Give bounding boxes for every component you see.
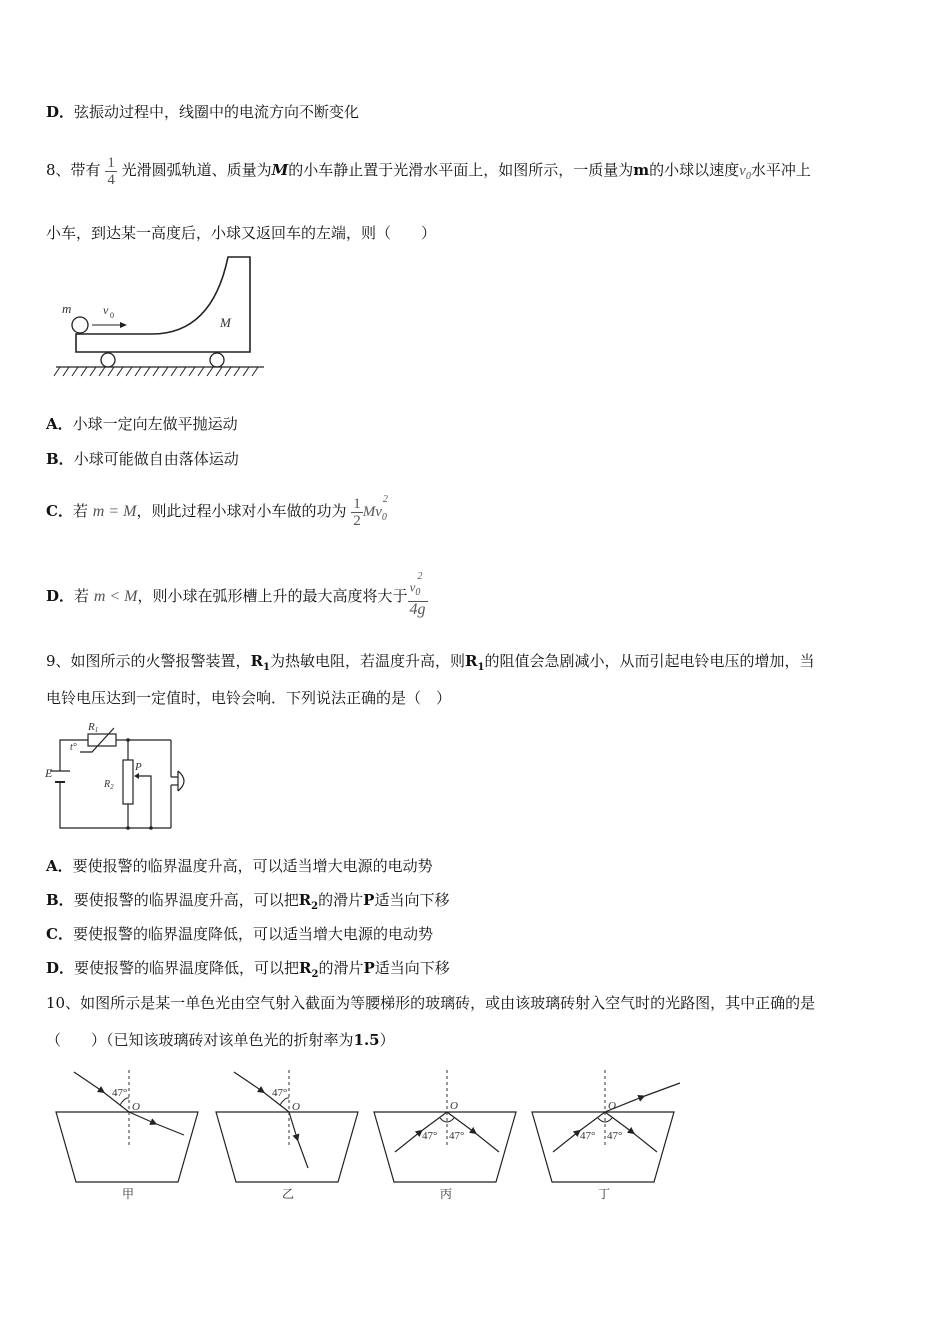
glass-trapezoid: [56, 1112, 198, 1182]
caption: 丙: [440, 1187, 453, 1201]
q9-option-b: [46, 890, 449, 917]
option-label: A．: [46, 857, 73, 875]
option-label: C．: [46, 502, 73, 520]
option-text: ，则小球在弧形槽上升的最大高度将大于: [137, 587, 408, 605]
stem-text: 光滑圆弧轨道、质量为: [121, 161, 272, 179]
caption: 甲: [122, 1187, 135, 1201]
option-text: 小球可能做自由落体运动: [73, 450, 239, 468]
caption: 乙: [282, 1187, 295, 1201]
angle-label-left: 47°: [422, 1130, 438, 1142]
label-t: t°: [70, 742, 77, 753]
mass-m: m: [633, 161, 650, 179]
condition-expr: m < M: [93, 588, 138, 605]
option-text: 的滑片: [318, 959, 364, 977]
option-label: D．: [46, 959, 75, 977]
label-r1: R1: [88, 721, 99, 734]
p-symbol: P: [363, 891, 375, 909]
q9-option-c: [46, 924, 433, 944]
label-r2: $R_2$: [104, 779, 114, 791]
fraction-den: 4: [107, 171, 115, 188]
option-label: B．: [46, 450, 74, 468]
stem-text: ）: [379, 1031, 395, 1049]
q9-stem-line1: [46, 651, 814, 678]
q10-stem-line1: [46, 993, 815, 1013]
option-text: 适当向下移: [374, 959, 450, 977]
angle-label-right: 47°: [449, 1130, 465, 1142]
label-e: E: [45, 766, 53, 780]
option-label: A．: [46, 415, 73, 433]
r1-symbol: $R_1$: [250, 652, 270, 673]
ground-hatch: [54, 367, 258, 376]
stem-text: （ ）（已知该玻璃砖对该单色光的折射率为: [46, 1031, 354, 1049]
stem-text: 如图所示是某一单色光由空气射入截面为等腰梯形的玻璃砖，或由该玻璃砖射入空气时的光路图，其中正确的是: [80, 994, 816, 1012]
figure-ding: [532, 1070, 680, 1201]
wheel-right: [210, 353, 224, 367]
glass-trapezoid: [216, 1112, 358, 1182]
q8-cart-figure: [52, 252, 268, 378]
option-text: 若: [72, 502, 88, 520]
wheel-left: [101, 353, 115, 367]
velocity-v0: $v_0$: [739, 163, 751, 182]
question-number: 9、: [46, 652, 71, 670]
option-text: 要使报警的临界温度降低，可以适当增大电源的电动势: [72, 925, 433, 943]
label-p: P: [135, 761, 142, 773]
option-text: 要使报警的临界温度降低，可以把: [74, 959, 300, 977]
point-o: O: [132, 1101, 140, 1113]
q10-lightpath-figures: [52, 1066, 682, 1208]
stem-text: 为热敏电阻，若温度升高，则: [270, 652, 466, 670]
glass-trapezoid: [532, 1112, 674, 1182]
refractive-index: 1.5: [353, 1031, 380, 1049]
r2-symbol: $R_2$: [298, 891, 319, 912]
refracted-ray: [289, 1112, 297, 1138]
incident-ray: [553, 1132, 578, 1152]
label-m: m: [62, 301, 72, 316]
refracted-ray: [129, 1112, 154, 1123]
q9-circuit-figure: [40, 716, 200, 834]
slider-wire: [136, 776, 151, 828]
q10-stem-line2: [46, 1030, 395, 1050]
angle-label-right: 47°: [607, 1130, 623, 1142]
caption: 丁: [598, 1187, 611, 1201]
velocity-arrow-head: [120, 322, 127, 328]
option-label: B．: [46, 891, 74, 909]
option-label: D．: [46, 103, 75, 121]
q8-option-d: [46, 572, 428, 621]
stem-text: 的阻值会急剧减小，从而引起电铃电压的增加，当: [484, 652, 815, 670]
option-text: 要使报警的临界温度升高，可以适当增大电源的电动势: [72, 857, 433, 875]
q9-stem-line2: 电铃电压达到一定值时，电铃会响．下列说法正确的是（ ）: [46, 689, 452, 707]
option-text: 弦振动过程中，线圈中的电流方向不断变化: [74, 103, 360, 121]
stem-text: 的小球以速度: [649, 161, 740, 179]
wire: [60, 788, 128, 828]
q9-option-a: [46, 856, 433, 876]
question-number: 8、: [46, 161, 71, 179]
option-label: D．: [46, 587, 75, 605]
option-text: ，则此过程小球对小车做的功为: [136, 502, 347, 520]
stem-text: 的小车静止置于光滑水平面上，如图所示，一质量为: [288, 161, 634, 179]
rheostat-r2: [123, 760, 133, 804]
option-label: C．: [46, 925, 73, 943]
mass-M: M: [271, 161, 289, 179]
work-expr: $Mv_0^2$: [362, 494, 388, 523]
option-text: 小球一定向左做平抛运动: [72, 415, 238, 433]
bell: [171, 771, 184, 791]
q8-option-a: [46, 414, 238, 434]
glass-trapezoid: [374, 1112, 516, 1182]
p-symbol: P: [363, 959, 375, 977]
figure-jia: [56, 1070, 198, 1201]
label-v: v: [103, 303, 109, 317]
point-o: O: [450, 1100, 458, 1112]
angle-label-left: 47°: [580, 1130, 596, 1142]
option-text: 的滑片: [318, 891, 364, 909]
stem-text: 带有: [70, 161, 101, 179]
q8-stem-line1: [46, 148, 811, 199]
option-text: 适当向下移: [374, 891, 450, 909]
angle-label: 47°: [272, 1087, 288, 1099]
q9-option-d: [46, 958, 450, 985]
option-text: 若: [74, 587, 90, 605]
q8-stem-line2: 小车，到达某一高度后，小球又返回车的左端，则（ ）: [46, 224, 437, 242]
thermistor-r1: [88, 734, 116, 746]
incident-ray: [395, 1132, 420, 1152]
reflected-ray: [605, 1112, 632, 1132]
option-text: 要使报警的临界温度升高，可以把: [73, 891, 299, 909]
q8-option-b: [46, 449, 239, 469]
label-M: M: [220, 315, 231, 330]
stem-text: 水平冲上: [750, 161, 811, 179]
q8-option-c: [46, 486, 392, 540]
label-v-sub: 0: [110, 311, 114, 320]
q7-option-d: [46, 102, 359, 122]
figure-bing: [374, 1070, 516, 1201]
fraction-half: $\frac{1}{2}$: [353, 495, 361, 529]
point-o: O: [292, 1101, 300, 1113]
reflected-ray: [447, 1112, 474, 1132]
fraction-height: $\frac{v_0^2}{4g}$: [409, 571, 426, 618]
r2-symbol: $R_2$: [299, 959, 319, 980]
r1-symbol: $R_1$: [465, 652, 485, 673]
angle-label: 47°: [112, 1087, 128, 1099]
stem-text: 如图所示的火警报警装置，: [70, 652, 251, 670]
incident-ray: [74, 1072, 102, 1091]
fraction-quarter: [105, 155, 117, 188]
fraction-num: 1: [107, 154, 115, 171]
slider-arrow: [134, 773, 139, 779]
ball: [72, 317, 88, 333]
incident-ray: [234, 1072, 262, 1091]
figure-yi: [216, 1070, 358, 1201]
point-o: O: [608, 1100, 616, 1112]
condition-expr: m = M: [92, 503, 137, 520]
question-number: 10、: [46, 994, 81, 1012]
